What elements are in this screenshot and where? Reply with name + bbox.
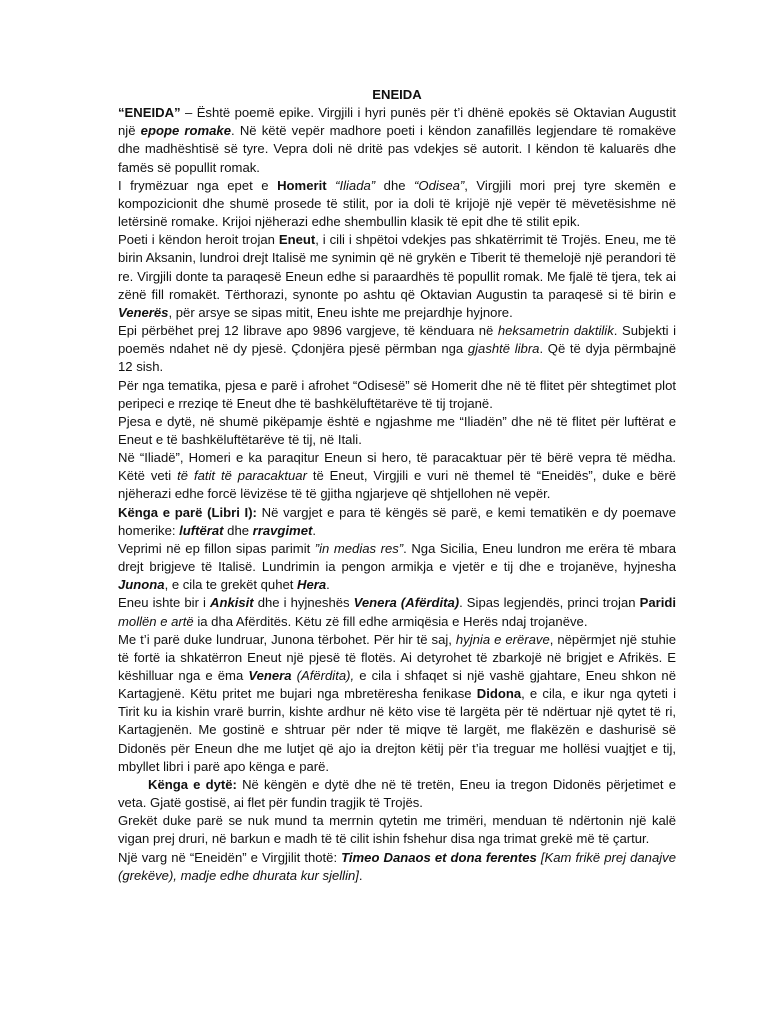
quote-translation: [Kam frikë prej danajve (grekëve), madje edhe dhurata kur sjellin] — [118, 849, 676, 883]
text-span: Me t’i parë duke lundruar, Junona tërbohet. Për hir të saj, — [118, 631, 456, 647]
paragraph-quote — [118, 849, 676, 885]
term-lufterat: luftërat — [179, 522, 224, 538]
term-hyjnia-e-ererave: hyjnia e erërave — [455, 631, 550, 647]
document-page — [118, 86, 676, 885]
paragraph-iliad — [118, 449, 676, 503]
text-span: dhe — [375, 177, 415, 193]
paragraph-book-two — [118, 776, 676, 812]
heading-book-two: Kënga e dytë: — [148, 776, 237, 792]
text-span: , i cili i shpëtoi vdekjes pas shkatërrimit të Trojës. Eneu, me të birin Aksanin, lundroi drejt Italisë me synimin që në grykën e Tiberit të themelojë një perandori të re. Virgjili donte ta paraqesë Eneun edhe si paraardhës të popullit romak. Me fjalë të tjera, tek ai zënë fill romakët. Tërthorazi, synonte po ashtu që Oktavian Augustin ta paraqesë si të birin e — [118, 232, 676, 302]
term-in-medias-res: ”in medias res” — [314, 540, 404, 556]
term-molla-e-arte: mollën e artë — [118, 613, 194, 629]
term-eneida: “ENEIDA” — [118, 105, 181, 121]
heading-book-one: Kënga e parë (Libri I): — [118, 504, 257, 520]
name-venera-aferdita: Venera (Afërdita) — [353, 595, 460, 611]
name-eneu: Eneut — [278, 232, 316, 248]
text-span: dhe — [223, 522, 253, 538]
name-aferdita: (Afërdita), — [291, 668, 355, 683]
text-span: . — [326, 577, 330, 593]
text-span: Në këngën e dytë dhe në të tretën, Eneu ia tregon Didonës përjetimet e veta. Gjatë gostisë, ai flet për fundin tragjik të Trojës. — [118, 776, 676, 811]
text-span: . — [358, 867, 363, 883]
text-span: . Subjekti i poemës ndahet në dy pjesë. Çdonjëra pjesë përmban nga — [118, 323, 677, 357]
text-span: Një varg në “Eneidën” e Virgjilit thotë: — [118, 849, 342, 865]
title-odisea: “Odisea” — [414, 177, 465, 193]
paragraph-homer — [118, 177, 676, 231]
paragraph-intro — [118, 104, 676, 177]
paragraph-structure — [118, 322, 676, 376]
emphasis-epope-romake: epope romake — [140, 123, 231, 139]
term-heksametri: heksametrin daktilik — [497, 323, 614, 339]
text-span: , për arsye se sipas mitit, Eneu ishte me prejardhje hyjnore. — [168, 304, 513, 320]
text-span: – Është poemë epike. Virgjili i hyri punës për t’i dhënë epokës së Oktavian Augustit një — [118, 105, 676, 139]
paragraph-ankisi — [118, 594, 676, 630]
name-homer: Homerit — [277, 177, 327, 193]
term-gjashte-libra: gjashtë libra — [467, 341, 540, 357]
name-venera: Venera — [248, 668, 292, 683]
title-iliada: “Iliada” — [326, 177, 376, 193]
text-span: . — [312, 522, 316, 538]
text-span: . Nga Sicilia, Eneu lundron me erëra të mbara drejt brigjeve të Italisë. Lundrimin ia pengon armikja e vjetër e tij dhe e trojanëve, hyjnesha — [118, 540, 676, 575]
paragraph-in-medias-res — [118, 540, 676, 594]
text-span: Në “Iliadë”, Homeri e ka paraqitur Eneun si hero, të paracaktuar për të bërë vepra të mëdha. Këtë veti — [118, 450, 676, 484]
latin-quote: Timeo Danaos et dona ferentes — [341, 849, 537, 865]
paragraph-hero — [118, 231, 676, 322]
text-span: dhe i hyjneshës — [253, 595, 354, 611]
text-span: Poeti i këndon heroit trojan — [118, 232, 279, 248]
text-span: ia dha Afërditës. Këtu zë fill edhe armiqësia e Herës ndaj trojanëve. — [193, 613, 588, 629]
text-span: Epi përbëhet prej 12 librave apo 9896 vargjeve, të kënduara në — [118, 323, 498, 339]
text-span: . Në këtë vepër madhore poeti i këndon zanafillës legjendare të romakëve dhe madhështisë së tyre. Vepra doli në dritë pas vdekjes së autorit. I këndon të kaluarës dhe famës së popullit romak. — [118, 123, 676, 175]
text-span: , nëpërmjet një stuhie të fortë ia shkatërron Eneut një pjesë të flotës. Ai detyrohet të zbarkojë në brigjet e Afrikës. E këshilluar nga e ëma — [118, 631, 676, 683]
text-span: . Sipas legjendës, princi trojan — [459, 595, 640, 611]
name-didona: Didona — [476, 686, 522, 702]
text-span: Në vargjet e para të këngës së parë, e kemi tematikën e dy poemave homerike: — [118, 504, 676, 538]
paragraph-part-one: Për nga tematika, pjesa e parë i afrohet “Odisesë” së Homerit dhe në të flitet për shtegtimet plot peripeci e rreziqe të Eneut dhe të bashkëluftëtarëve të tij trojanë. — [118, 377, 676, 411]
term-fati: të fatit të paracaktuar — [177, 468, 307, 484]
paragraph-storm — [118, 631, 676, 776]
name-venera: Venerës — [118, 304, 169, 320]
name-junona: Junona — [118, 577, 165, 593]
text-span: , e cila, e ikur nga qyteti i Tirit ku ia kishin vrarë burrin, kishte ardhur në këto vise të largëta për të ndërtuar një qytet të ri, Kartagjenën. Me gostinë e shtruar për nder të miqve të largët, me flakëzën e dashurisë së Didonës për Eneun dhe me lutjet që ajo ia drejton këtij për t’ia treguar me hollësi vuajtjet e tij, mbyllet libri i parë apo kënga e parë. — [118, 686, 676, 774]
paragraph-book-one — [118, 504, 676, 540]
text-span: të Eneut, Virgjili e vuri në themel të “Eneidës”, duke e bërë njëherazi edhe forcë lëvizëse të të gjitha ngjarjeve që shtjellohen në vepër. — [118, 468, 676, 502]
document-title: ENEIDA — [372, 87, 422, 102]
paragraph-trojan-horse: Grekët duke parë se nuk mund ta merrnin qytetin me trimëri, menduan të ndërtonin një kalë vigan prej druri, në barkun e madh të të cilit ishin fshehur disa nga trimat grekë më të çartur. — [118, 813, 676, 847]
text-span: , Virgjili mori prej tyre skemën e kompozicionit dhe shumë prosede të stilit, por ia doli të krijojë një vepër të mëvetësishme në letërsinë romake. Krijoi njëherazi edhe shembullin klasik të epit dhe të stilit epik. — [118, 177, 676, 230]
text-span: I frymëzuar nga epet e — [118, 177, 278, 193]
paragraph-part-two: Pjesa e dytë, në shumë pikëpamje është e ngjashme me “Iliadën” dhe në të flitet për luftërat e Eneut e të bashkëluftëtarëve të tij, në Itali. — [118, 413, 676, 447]
text-span: Eneu ishte bir i — [118, 595, 210, 611]
text-span: Veprimi në ep fillon sipas parimit — [118, 540, 315, 556]
name-paridi: Paridi — [639, 595, 676, 611]
text-span: e cila i shfaqet si një vashë gjahtare, Eneu shkon në Kartagjenë. Këtu pritet me bujari nga mbretëresha fenikase — [118, 668, 676, 702]
text-span: , e cila te grekët quhet — [164, 577, 298, 593]
name-hera: Hera — [297, 577, 327, 593]
term-rravgimet: rravgimet — [252, 522, 313, 538]
name-ankisi: Ankisit — [209, 595, 254, 611]
text-span: . Që të dyja përmbajnë 12 sish. — [118, 341, 677, 375]
